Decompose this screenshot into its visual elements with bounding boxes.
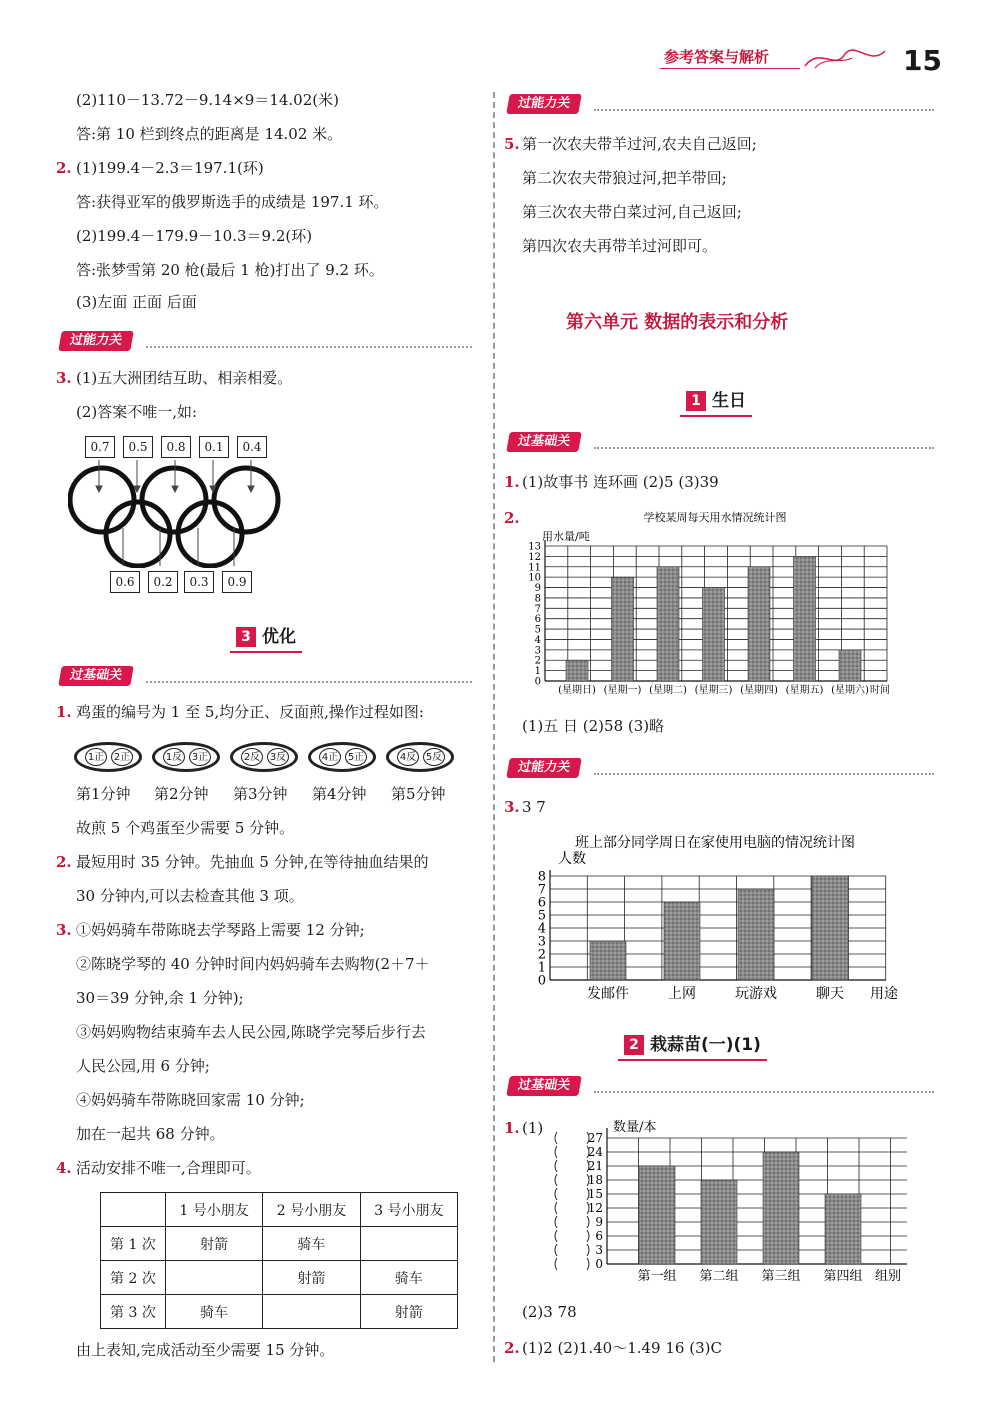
answer-line: ②陈晓学琴的 40 分钟时间内妈妈骑车去购物(2＋7＋ (76, 955, 430, 973)
section-tag: 过基础关 (506, 1076, 582, 1096)
column-divider (493, 92, 495, 1362)
ring-top-box: 0.8 (161, 436, 191, 458)
answer-line: (2)199.4－179.9－10.3＝9.2(环) (76, 227, 313, 245)
answer-line: 第二次农夫带狼过河,把羊带回; (522, 169, 727, 187)
y-tick-label: 5 (534, 624, 541, 636)
x-tick-label: 第一组 (637, 1269, 677, 1284)
y-tick-label: 1 (537, 960, 546, 976)
y-tick-label: 18 (587, 1173, 603, 1188)
x-axis-label: 用途 (870, 986, 898, 1002)
y-tick-label: 3 (534, 645, 541, 657)
y-tick-label: 9 (595, 1215, 603, 1230)
answer-line: 答:获得亚军的俄罗斯选手的成绩是 197.1 环。 (76, 193, 389, 211)
x-tick-label: 上网 (668, 986, 696, 1002)
y-tick-label: 4 (534, 634, 541, 646)
question-number: 1. (504, 473, 520, 491)
answer-line: 3 7 (522, 798, 546, 816)
bar (664, 902, 700, 980)
bar (738, 889, 774, 980)
bar (566, 660, 588, 681)
rings-drawing (68, 458, 288, 568)
egg-pan: 2反 3反 (230, 742, 298, 772)
y-tick-label: 0 (537, 973, 546, 989)
bracket-mark (555, 1258, 557, 1270)
bar (825, 1194, 861, 1264)
header-title: 参考答案与解析 (664, 48, 770, 66)
x-tick-label: (星期三) (694, 685, 733, 696)
section-title: 栽蒜苗(一)(1) (650, 1035, 761, 1055)
x-tick-label: (星期一) (603, 685, 642, 696)
minute-label: 第5分钟 (391, 785, 446, 803)
y-tick-label: 3 (595, 1243, 603, 1258)
x-tick-label: (星期四) (740, 685, 778, 696)
answer-line: 答:张梦雪第 20 枪(最后 1 枪)打出了 9.2 环。 (76, 261, 384, 279)
ring-top-box: 0.7 (85, 436, 115, 458)
bracket-mark (587, 1216, 589, 1228)
question-number: 3. (504, 798, 520, 816)
x-tick-label: (星期日) (558, 685, 596, 696)
answer-line: 最短用时 35 分钟。先抽血 5 分钟,在等待抽血结果的 (76, 853, 429, 871)
answer-line: (1)199.4－2.3＝197.1(环) (76, 159, 264, 177)
y-tick-label: 3 (537, 934, 546, 950)
y-tick-label: 27 (587, 1131, 603, 1146)
section-tag: 过能力关 (58, 331, 134, 351)
answer-line: 故煎 5 个鸡蛋至少需要 5 分钟。 (76, 819, 295, 837)
question-number: 5. (504, 135, 520, 153)
minute-label: 第3分钟 (233, 785, 288, 803)
y-tick-label: 24 (587, 1145, 603, 1160)
bracket-mark (555, 1202, 557, 1214)
answer-line: (2)110－13.72－9.14×9＝14.02(米) (76, 91, 339, 109)
answer-line: ①妈妈骑车带陈晓去学琴路上需要 12 分钟; (76, 921, 365, 939)
header-underline (660, 68, 800, 69)
answer-line: 活动安排不唯一,合理即可。 (76, 1159, 261, 1177)
x-tick-label: (星期六) (831, 685, 869, 696)
y-tick-label: 6 (595, 1229, 603, 1244)
tag-dotted-line (594, 109, 934, 111)
bracket-mark (555, 1216, 557, 1228)
minute-label: 第1分钟 (76, 785, 131, 803)
answer-line: (2)3 78 (522, 1303, 577, 1321)
answer-line: 第四次农夫再带羊过河即可。 (522, 237, 718, 255)
bracket-mark (555, 1160, 557, 1172)
bar (612, 577, 634, 681)
ring-top-box: 0.4 (237, 436, 267, 458)
y-tick-label: 10 (528, 572, 541, 584)
section-tag: 过基础关 (506, 432, 582, 452)
minute-label: 第2分钟 (154, 785, 209, 803)
answer-line: 由上表知,完成活动至少需要 15 分钟。 (76, 1341, 335, 1359)
y-tick-label: 8 (534, 593, 541, 605)
section-tag: 过基础关 (58, 666, 134, 686)
unit-title: 第六单元 数据的表示和分析 (566, 312, 789, 333)
header-swirl-decoration (800, 36, 890, 76)
y-tick-label: 7 (537, 882, 546, 898)
table-row: 1 号小朋友 2 号小朋友 3 号小朋友 (101, 1193, 458, 1227)
bracket-mark (587, 1258, 589, 1270)
question-number: 2. (504, 1339, 520, 1357)
water-usage-chart (520, 505, 920, 700)
egg-pan: 4正 5正 (308, 742, 376, 772)
activity-table (100, 1192, 458, 1329)
y-axis-label: 用水量/吨 (542, 530, 590, 543)
chart-title: 学校某周每天用水情况统计图 (643, 511, 787, 524)
bracket-mark (555, 1188, 557, 1200)
answer-line: 30 分钟内,可以去检查其他 3 项。 (76, 887, 304, 905)
bracket-mark (555, 1146, 557, 1158)
ring-top-box: 0.5 (123, 436, 153, 458)
chart-title: 班上部分同学周日在家使用电脑的情况统计图 (575, 835, 855, 851)
bar (639, 1166, 675, 1264)
section-tag: 过能力关 (506, 758, 582, 778)
bracket-mark (555, 1244, 557, 1256)
bar (763, 1152, 799, 1264)
ring-bottom-box: 0.3 (184, 571, 214, 593)
section-heading (624, 1030, 761, 1055)
section-heading (236, 622, 296, 647)
question-number: 1. (504, 1119, 520, 1137)
ring-top-box: 0.1 (199, 436, 229, 458)
answer-line: (1)2 (2)1.40～1.49 16 (3)C (522, 1339, 722, 1357)
x-axis-label: 时间 (870, 685, 890, 696)
book-count-chart (545, 1116, 925, 1291)
answer-line: 第一次农夫带羊过河,农夫自己返回; (522, 135, 757, 153)
y-tick-label: 9 (534, 583, 541, 595)
answer-line: ③妈妈购物结束骑车去人民公园,陈晓学完琴后步行去 (76, 1023, 426, 1041)
question-number: 1. (56, 703, 72, 721)
question-number: 2. (56, 853, 72, 871)
egg-pan: 4反 5反 (386, 742, 454, 772)
tag-dotted-line (594, 447, 934, 449)
y-tick-label: 15 (587, 1187, 603, 1202)
bracket-mark (555, 1230, 557, 1242)
bracket-mark (555, 1174, 557, 1186)
section-number-box: 1 (686, 391, 706, 411)
y-tick-label: 0 (595, 1257, 603, 1272)
y-tick-label: 12 (587, 1201, 603, 1216)
bar (794, 556, 816, 681)
ring-bottom-box: 0.6 (110, 571, 140, 593)
y-tick-label: 0 (534, 676, 541, 688)
x-tick-label: (星期五) (785, 685, 824, 696)
answer-line: 答:第 10 栏到终点的距离是 14.02 米。 (76, 125, 343, 143)
answer-line: (1)故事书 连环画 (2)5 (3)39 (522, 473, 719, 491)
y-tick-label: 2 (537, 947, 546, 963)
answer-line: 人民公园,用 6 分钟; (76, 1057, 210, 1075)
bar (657, 567, 679, 681)
answer-line: (1)五 日 (2)58 (3)略 (522, 717, 665, 735)
answer-line: 第三次农夫带白菜过河,自己返回; (522, 203, 742, 221)
answer-line: (1)五大洲团结互助、相亲相爱。 (76, 369, 293, 387)
x-tick-label: 聊天 (816, 986, 844, 1002)
bar (590, 941, 626, 980)
table-row: 第 2 次 射箭 骑车 (101, 1261, 458, 1295)
y-tick-label: 2 (534, 655, 541, 667)
bar (812, 876, 848, 980)
x-axis-label: 组别 (875, 1269, 902, 1284)
bar (701, 1180, 737, 1264)
y-tick-label: 11 (528, 562, 541, 574)
tag-dotted-line (146, 681, 472, 683)
ring-bottom-box: 0.2 (148, 571, 178, 593)
y-tick-label: 1 (534, 666, 541, 678)
table-row: 第 3 次 骑车 射箭 (101, 1295, 458, 1329)
section-title: 优化 (262, 627, 296, 647)
table-row: 第 1 次 射箭 骑车 (101, 1227, 458, 1261)
bracket-mark (555, 1132, 557, 1144)
y-tick-label: 5 (537, 908, 546, 924)
tag-dotted-line (594, 773, 934, 775)
bracket-mark (587, 1230, 589, 1242)
answer-line: 鸡蛋的编号为 1 至 5,均分正、反面煎,操作过程如图: (76, 703, 424, 721)
x-tick-label: 第四组 (823, 1269, 863, 1284)
answer-line: (3)左面 正面 后面 (76, 293, 197, 311)
x-tick-label: 第三组 (761, 1269, 801, 1284)
x-tick-label: 玩游戏 (735, 986, 777, 1002)
section-tag: 过能力关 (506, 94, 582, 114)
y-tick-label: 7 (534, 603, 541, 615)
answer-line: ④妈妈骑车带陈晓回家需 10 分钟; (76, 1091, 305, 1109)
answer-line: (2)答案不唯一,如: (76, 403, 198, 421)
y-tick-label: 6 (537, 895, 546, 911)
x-tick-label: (星期二) (649, 685, 687, 696)
y-tick-label: 4 (537, 921, 546, 937)
section-number-box: 3 (236, 627, 256, 647)
question-number: 3. (56, 369, 72, 387)
y-tick-label: 6 (534, 614, 541, 626)
answer-line: 30＝39 分钟,余 1 分钟); (76, 989, 244, 1007)
y-tick-label: 12 (528, 551, 541, 563)
minute-label: 第4分钟 (312, 785, 367, 803)
ring-bottom-box: 0.9 (222, 571, 252, 593)
x-tick-label: 发邮件 (587, 986, 629, 1002)
question-number: 4. (56, 1159, 72, 1177)
section-title: 生日 (712, 391, 746, 411)
egg-pan: 1正 2正 (74, 742, 142, 772)
x-tick-label: 第二组 (699, 1269, 739, 1284)
question-number: 2. (504, 509, 520, 527)
egg-pan: 1反 3正 (152, 742, 220, 772)
answer-line: (1) (522, 1119, 544, 1137)
question-number: 3. (56, 921, 72, 939)
y-tick-label: 13 (528, 541, 541, 553)
tag-dotted-line (146, 346, 472, 348)
y-axis-label: 数量/本 (613, 1120, 657, 1135)
bar (839, 650, 861, 681)
question-number: 2. (56, 159, 72, 177)
bar (748, 567, 770, 681)
y-tick-label: 8 (537, 869, 546, 885)
tag-dotted-line (594, 1091, 934, 1093)
y-axis-label: 人数 (558, 851, 586, 867)
section-number-box: 2 (624, 1035, 644, 1055)
bracket-mark (587, 1244, 589, 1256)
page-number: 15 (903, 44, 942, 77)
answer-line: 加在一起共 68 分钟。 (76, 1125, 225, 1143)
bar (703, 588, 725, 681)
section-heading (686, 386, 746, 411)
y-tick-label: 21 (587, 1159, 603, 1174)
computer-usage-chart (520, 830, 920, 1010)
